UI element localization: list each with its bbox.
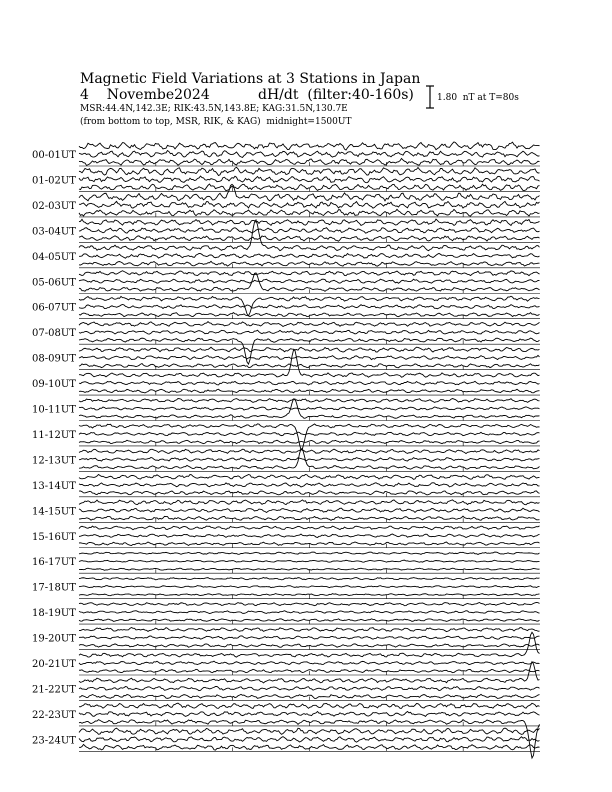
trace-kag <box>79 578 540 580</box>
row-10-11ut <box>32 399 540 421</box>
row-label: 04-05UT <box>32 251 76 263</box>
trace-rik <box>79 686 540 690</box>
trace-rik <box>79 586 540 588</box>
row-label: 02-03UT <box>32 200 76 212</box>
row-label: 12-13UT <box>32 455 76 467</box>
row-11-12ut <box>32 424 540 450</box>
trace-rik <box>79 534 540 537</box>
trace-rik <box>79 711 540 716</box>
trace-rik <box>79 176 540 183</box>
row-label: 13-14UT <box>32 480 76 492</box>
row-label: 11-12UT <box>32 429 76 441</box>
row-14-15ut <box>32 500 540 522</box>
row-21-22ut <box>32 662 540 701</box>
row-12-13ut <box>32 449 540 472</box>
trace-rik <box>79 432 540 435</box>
row-label: 06-07UT <box>32 302 76 314</box>
row-04-05ut <box>32 220 540 268</box>
trace-kag <box>79 322 540 327</box>
row-16-17ut <box>32 552 540 573</box>
trace-rik <box>79 737 540 742</box>
row-19-20ut <box>32 627 540 649</box>
row-label: 01-02UT <box>32 175 76 187</box>
row-label: 14-15UT <box>32 506 76 518</box>
row-label: 05-06UT <box>32 277 76 289</box>
trace-kag <box>79 703 540 708</box>
trace-kag <box>79 220 540 251</box>
trace-kag <box>79 526 540 530</box>
trace-rik <box>79 636 540 639</box>
row-15-16ut <box>32 526 540 548</box>
row-label: 17-18UT <box>32 582 76 594</box>
trace-rik <box>79 560 540 562</box>
row-label: 20-21UT <box>32 659 76 670</box>
trace-rik <box>79 381 540 385</box>
row-18-19ut <box>32 602 540 624</box>
trace-kag <box>79 449 540 453</box>
row-label: 07-08UT <box>32 328 76 340</box>
trace-rik <box>79 201 540 208</box>
chart-title: Magnetic Field Variations at 3 Stations in Japan <box>80 71 421 87</box>
row-13-14ut <box>32 474 540 496</box>
trace-rik <box>79 304 540 308</box>
trace-kag <box>79 271 540 276</box>
trace-rik <box>79 611 540 614</box>
row-label: 21-22UT <box>32 684 76 696</box>
trace-kag <box>79 627 540 631</box>
row-03-04ut <box>32 219 540 242</box>
trace-kag <box>79 296 540 316</box>
trace-rik <box>79 228 540 233</box>
trace-rik <box>79 355 540 359</box>
row-label: 03-04UT <box>32 226 76 238</box>
trace-kag <box>79 602 540 605</box>
row-label: 09-10UT <box>32 379 76 391</box>
trace-kag <box>79 552 540 554</box>
trace-msr <box>79 313 540 317</box>
scale-bar-label: 1.80 nT at T=80s <box>437 93 519 103</box>
trace-rik <box>79 407 540 410</box>
row-label: 15-16UT <box>32 531 76 543</box>
row-label: 08-09UT <box>32 353 76 365</box>
row-label: 18-19UT <box>32 608 76 620</box>
row-00-01ut <box>32 142 540 166</box>
trace-rik <box>79 279 540 283</box>
row-label: 23-24UT <box>32 735 76 747</box>
trace-kag <box>79 167 540 175</box>
row-02-03ut <box>32 184 540 217</box>
row-label: 19-20UT <box>32 633 76 645</box>
stations-label: MSR:44.4N,142.3E; RIK:43.5N,143.8E; KAG:31.5N,130.7E <box>80 104 348 114</box>
row-label: 10-11UT <box>32 404 76 416</box>
row-08-09ut <box>32 347 540 369</box>
row-01-02ut <box>32 167 540 191</box>
trace-kag <box>79 728 540 734</box>
trace-kag <box>79 219 540 225</box>
trace-rik <box>79 330 540 334</box>
trace-kag <box>79 474 540 479</box>
trace-rik <box>79 457 540 461</box>
trace-rik <box>79 253 540 258</box>
trace-rik <box>79 661 540 664</box>
date-label: 4 Novembe2024 <box>80 87 210 103</box>
trace-rik <box>79 151 540 158</box>
row-09-10ut <box>32 350 540 395</box>
order-label: (from bottom to top, MSR, RIK, & KAG) midnight=1500UT <box>80 117 352 127</box>
row-06-07ut <box>32 296 540 318</box>
row-05-06ut <box>32 271 540 294</box>
row-23-24ut <box>32 728 540 751</box>
trace-rik <box>79 508 540 512</box>
trace-rik <box>79 483 540 487</box>
trace-kag <box>79 142 540 150</box>
row-label: 22-23UT <box>32 709 76 721</box>
trace-kag <box>79 500 540 505</box>
row-label: 00-01UT <box>32 150 76 161</box>
row-label: 16-17UT <box>32 557 76 569</box>
trace-kag <box>79 347 540 352</box>
trace-kag <box>79 399 540 403</box>
row-17-18ut <box>32 578 540 599</box>
filter-label: dH/dt (filter:40-160s) <box>258 87 414 103</box>
